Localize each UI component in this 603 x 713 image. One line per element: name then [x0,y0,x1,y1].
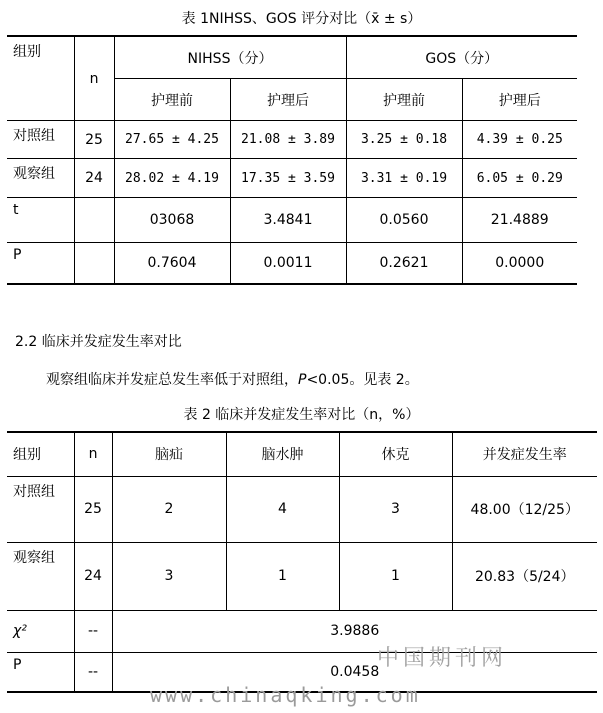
table2 [7,431,597,693]
cell: 0.0560 [346,198,462,243]
row-label: P [7,243,74,284]
table1-subheader-after: 护理后 [462,79,577,121]
cell: 27.65 ± 4.25 [114,121,230,159]
row-n: -- [74,652,112,692]
cell: 48.00（12/25） [452,476,597,542]
row-n: 25 [74,476,112,542]
section-paragraph [46,369,419,389]
cell: 21.4889 [462,198,577,243]
row-label: χ² [7,610,74,652]
cell: 3.25 ± 0.18 [346,121,462,159]
table1-header-nihss: NIHSS（分） [114,36,346,79]
table1-subheader-before: 护理前 [114,79,230,121]
table2-header-c4: 并发症发生率 [452,432,597,476]
row-n: 24 [74,542,112,610]
cell: 0.0011 [230,243,346,284]
table-row [7,476,597,542]
table1-header-gos: GOS（分） [346,36,577,79]
table-row [7,542,597,610]
cell: 03068 [114,198,230,243]
cell: 6.05 ± 0.29 [462,159,577,198]
section-heading: 2.2 临床并发症发生率对比 [15,334,182,350]
paragraph-text: 观察组临床并发症总发生率低于对照组， [46,372,298,388]
table-row [7,159,577,198]
watermark-cn: 中国期刊网 [377,646,508,671]
table2-header-c2: 脑水肿 [226,432,339,476]
cell: 4 [226,476,339,542]
table1-subheader-before: 护理前 [346,79,462,121]
table1 [7,35,577,285]
cell: 2 [112,476,226,542]
cell: 21.08 ± 3.89 [230,121,346,159]
table1-subheader-after: 护理后 [230,79,346,121]
row-n: 25 [74,121,114,159]
cell: 0.0000 [462,243,577,284]
cell: 3.31 ± 0.19 [346,159,462,198]
cell: 3 [112,542,226,610]
row-label: 观察组 [7,542,74,610]
cell: 4.39 ± 0.25 [462,121,577,159]
row-label: 观察组 [7,159,74,198]
cell: 0.2621 [346,243,462,284]
table1-caption: 表 1NIHSS、GOS 评分对比（x̄ ± s） [181,11,422,27]
table2-header-row [7,432,597,476]
cell: 28.02 ± 4.19 [114,159,230,198]
table1-header-row [7,36,577,79]
table-row [7,610,597,652]
cell: 3.9886 [112,610,597,652]
table1-header-group: 组别 [7,36,74,121]
table-row [7,243,577,284]
table-row [7,198,577,243]
table2-header-c3: 休克 [339,432,452,476]
table2-header-n: n [74,432,112,476]
row-label: t [7,198,74,243]
cell: 3.4841 [230,198,346,243]
cell: 3 [339,476,452,542]
row-label: 对照组 [7,476,74,542]
watermark-url: www.chinaqking.com [150,683,421,707]
row-n: -- [74,610,112,652]
paragraph-text: <0.05。见表 2。 [306,372,419,388]
table2-caption: 表 2 临床并发症发生率对比（n，%） [183,407,420,423]
table1-header-n: n [74,36,114,121]
table2-header-group: 组别 [7,432,74,476]
cell: 20.83（5/24） [452,542,597,610]
cell: 1 [226,542,339,610]
table2-header-c1: 脑疝 [112,432,226,476]
cell: 0.7604 [114,243,230,284]
cell: 1 [339,542,452,610]
row-n: 24 [74,159,114,198]
cell: 0.0458 [112,652,597,692]
paragraph-p: P [298,372,307,388]
row-label: P [7,652,74,692]
table-row [7,121,577,159]
row-label: 对照组 [7,121,74,159]
cell: 17.35 ± 3.59 [230,159,346,198]
